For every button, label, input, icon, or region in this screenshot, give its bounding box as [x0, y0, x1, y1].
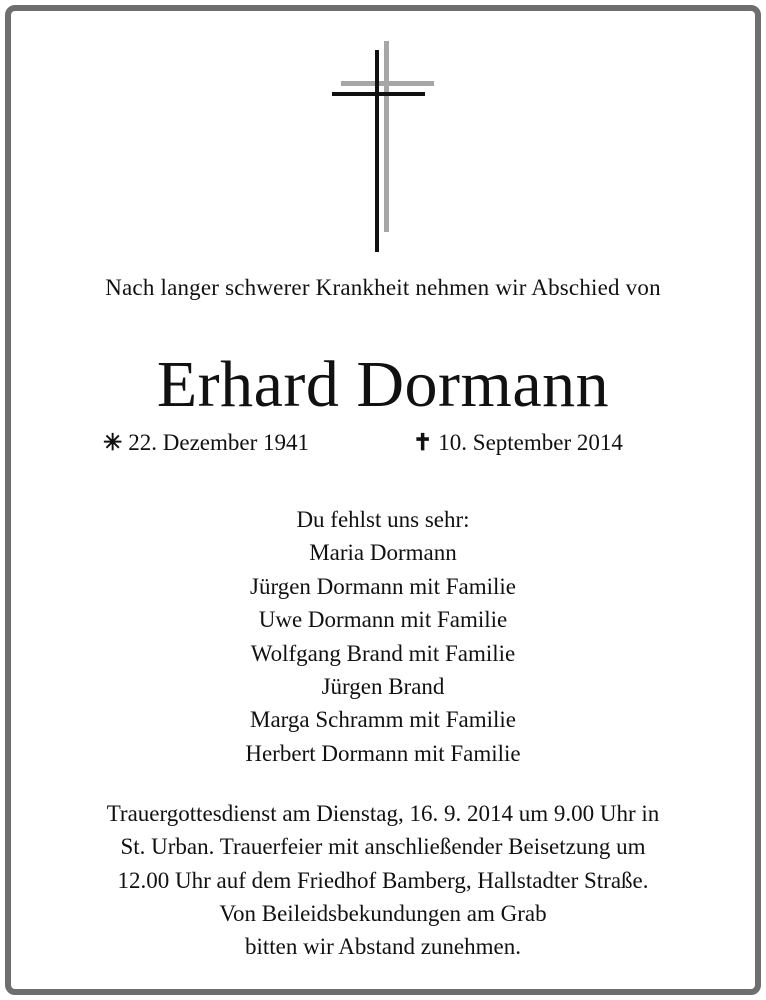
deceased-name: Erhard Dormann — [156, 348, 610, 421]
mourners-list — [0, 503, 766, 770]
mourner-name: Maria Dormann — [309, 540, 457, 566]
mourners-heading: Du fehlst uns sehr: — [296, 507, 470, 532]
life-dates — [0, 430, 766, 462]
mourner-name: Uwe Dormann mit Familie — [258, 607, 508, 633]
birth-date: 22. Dezember 1941 — [128, 430, 310, 455]
birth-date-group — [103, 430, 309, 456]
service-line: Trauergottesdienst am Dienstag, 16. 9. 2014 um 9.00 Uhr in — [106, 801, 660, 826]
mourner-name: Marga Schramm mit Familie — [250, 707, 516, 733]
service-line: 12.00 Uhr auf dem Friedhof Bamberg, Hallstadter Straße. — [117, 867, 649, 893]
mourner-name: Jürgen Dormann mit Familie — [250, 573, 516, 599]
birth-star-icon: ✳ — [103, 430, 123, 455]
funeral-service-info — [0, 797, 766, 963]
service-line: St. Urban. Trauerfeier mit anschließender Beisetzung um — [120, 834, 646, 860]
mourner-name: Jürgen Brand — [321, 674, 445, 700]
mourner-name: Wolfgang Brand mit Familie — [250, 640, 516, 666]
death-date-group — [413, 430, 623, 456]
service-line: bitten wir Abstand zunehmen. — [245, 934, 521, 960]
cross-front-vertical — [375, 50, 379, 252]
intro-text: Nach langer schwerer Krankheit nehmen wir Abschied von — [105, 275, 661, 300]
mourner-name: Herbert Dormann mit Familie — [245, 740, 521, 766]
cross-shadow-vertical — [384, 41, 389, 232]
death-date: 10. September 2014 — [438, 430, 623, 455]
cross-front-horizontal — [332, 92, 425, 96]
cross-shadow-horizontal — [341, 81, 434, 86]
latin-cross-icon — [0, 0, 766, 260]
death-cross-icon: ✝ — [413, 430, 433, 455]
service-line: Von Beileidsbekundungen am Grab — [219, 900, 547, 926]
